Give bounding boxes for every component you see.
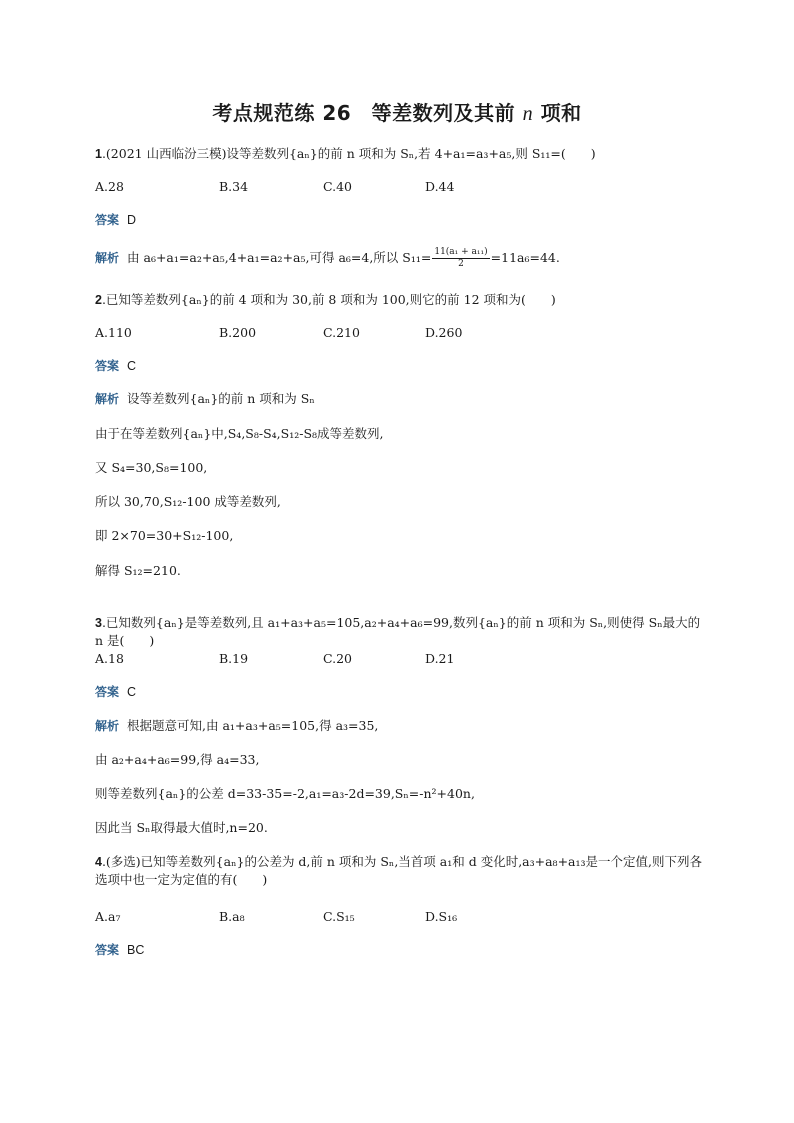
option-d: D.S₁₆ [425,909,458,924]
question-2-analysis-line-5: 即 2×70=30+S₁₂-100, [95,528,234,543]
option-a: A.110 [95,325,132,340]
question-2-stem: 2.已知等差数列{aₙ}的前 4 项和为 30,前 8 项和为 100,则它的前 12 项和为( ) [95,292,556,307]
question-3-answer: 答案 C [95,685,137,699]
option-a: A.18 [95,651,124,666]
question-2-answer: 答案 C [95,359,137,373]
option-a: A.a₇ [95,909,121,924]
question-3-stem: 3.已知数列{aₙ}是等差数列,且 a₁+a₃+a₅=105,a₂+a₄+a₆=99,数列{aₙ}的前 n 项和为 Sₙ,则使得 Sₙ最大的 n 是( ) [95,615,701,648]
option-d: D.44 [425,179,455,194]
option-a: A.28 [95,179,124,194]
question-3-analysis-line-1: 解析 根据题意可知,由 a₁+a₃+a₅=105,得 a₃=35, [95,718,379,733]
question-2-analysis-line-1: 解析 设等差数列{aₙ}的前 n 项和为 Sₙ [95,391,315,406]
question-1-analysis: 解析 由 a₆+a₁=a₂+a₅,4+a₁=a₂+a₅,可得 a₆=4,所以 S₁₁= $\frac{\text{11(a₁ + a₁₁)}}{2}$ =11a₆=44. [95,247,560,269]
option-d: D.260 [425,325,463,340]
question-4-answer: 答案 BC [95,943,145,957]
question-2-analysis-line-2: 由于在等差数列{aₙ}中,S₄,S₈-S₄,S₁₂-S₈成等差数列, [95,426,384,441]
page-title: 考点规范练 26 等差数列及其前 n 项和 [212,101,582,125]
question-4-stem: 4.(多选)已知等差数列{aₙ}的公差为 d,前 n 项和为 Sₙ,当首项 a₁和 d 变化时,a₃+a₈+a₁₃是一个定值,则下列各选项中也一定为定值的有( ) [95,854,702,887]
option-b: B.19 [219,651,249,666]
question-3-analysis-line-4: 因此当 Sₙ取得最大值时,n=20. [95,820,268,835]
question-2-analysis-line-6: 解得 S₁₂=210. [95,563,181,578]
question-3-analysis-line-3: 则等差数列{aₙ}的公差 d=33-35=-2,a₁=a₃-2d=39,Sₙ=-n²+40n, [95,786,475,801]
question-3-analysis-line-2: 由 a₂+a₄+a₆=99,得 a₄=33, [95,752,260,767]
option-c: C.210 [323,325,360,340]
fraction: $\frac{\text{11(a₁ + a₁₁)}}{2}$ [434,247,488,269]
question-2-analysis-line-3: 又 S₄=30,S₈=100, [95,460,208,475]
question-1-answer: 答案 D [95,213,137,227]
option-c: C.40 [323,179,352,194]
option-b: B.200 [219,325,257,340]
option-c: C.S₁₅ [323,909,355,924]
option-c: C.20 [323,651,352,666]
option-b: B.a₈ [219,909,245,924]
question-1-stem: 1.(2021 山西临汾三模)设等差数列{aₙ}的前 n 项和为 Sₙ,若 4+a₁=a₃+a₅,则 S₁₁=( ) [95,146,596,161]
option-d: D.21 [425,651,455,666]
option-b: B.34 [219,179,249,194]
question-2-analysis-line-4: 所以 30,70,S₁₂-100 成等差数列, [95,494,281,509]
